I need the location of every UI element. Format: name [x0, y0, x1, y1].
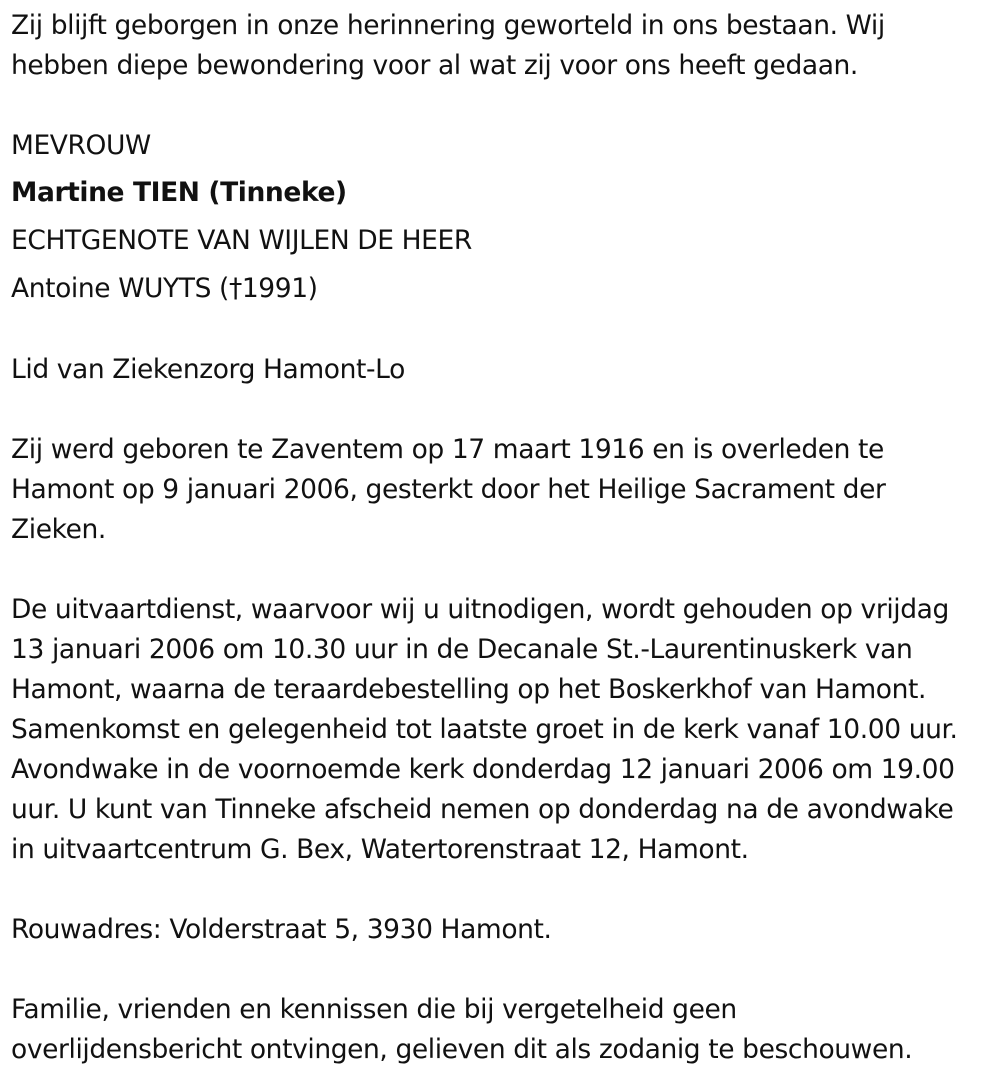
- deceased-name: Martine TIEN (Tinneke): [11, 177, 347, 208]
- funeral-line: Avondwake in de voornoemde kerk donderdag 12 januari 2006 om 19.00: [11, 754, 955, 785]
- funeral-line: in uitvaartcentrum G. Bex, Watertorenstraat 12, Hamont.: [11, 834, 749, 865]
- closing-line: overlijdensbericht ontvingen, gelieven dit als zodanig te beschouwen.: [11, 1034, 913, 1065]
- funeral-line: uur. U kunt van Tinneke afscheid nemen op donderdag na de avondwake: [11, 794, 954, 825]
- birth-death-line: Hamont op 9 januari 2006, gesterkt door het Heilige Sacrament der: [11, 474, 886, 505]
- funeral-line: Samenkomst en gelegenheid tot laatste groet in de kerk vanaf 10.00 uur.: [11, 714, 958, 745]
- funeral-line: Hamont, waarna de teraardebestelling op het Boskerkhof van Hamont.: [11, 674, 927, 705]
- birth-death-line: Zieken.: [11, 514, 106, 545]
- intro-line: Zij blijft geborgen in onze herinnering geworteld in ons bestaan. Wij: [11, 10, 885, 41]
- honorific: MEVROUW: [11, 130, 151, 161]
- membership-line: Lid van Ziekenzorg Hamont-Lo: [11, 354, 405, 385]
- birth-death-line: Zij werd geboren te Zaventem op 17 maart 1916 en is overleden te: [11, 434, 884, 465]
- funeral-line: 13 januari 2006 om 10.30 uur in de Decanale St.-Laurentinuskerk van: [11, 634, 913, 665]
- funeral-line: De uitvaartdienst, waarvoor wij u uitnodigen, wordt gehouden op vrijdag: [11, 594, 949, 625]
- intro-line: hebben diepe bewondering voor al wat zij voor ons heeft gedaan.: [11, 50, 858, 81]
- spouse-line: Antoine WUYTS (†1991): [11, 273, 318, 304]
- relation-line: ECHTGENOTE VAN WIJLEN DE HEER: [11, 225, 472, 256]
- mourning-address: Rouwadres: Volderstraat 5, 3930 Hamont.: [11, 914, 552, 945]
- closing-line: Familie, vrienden en kennissen die bij vergetelheid geen: [11, 994, 737, 1025]
